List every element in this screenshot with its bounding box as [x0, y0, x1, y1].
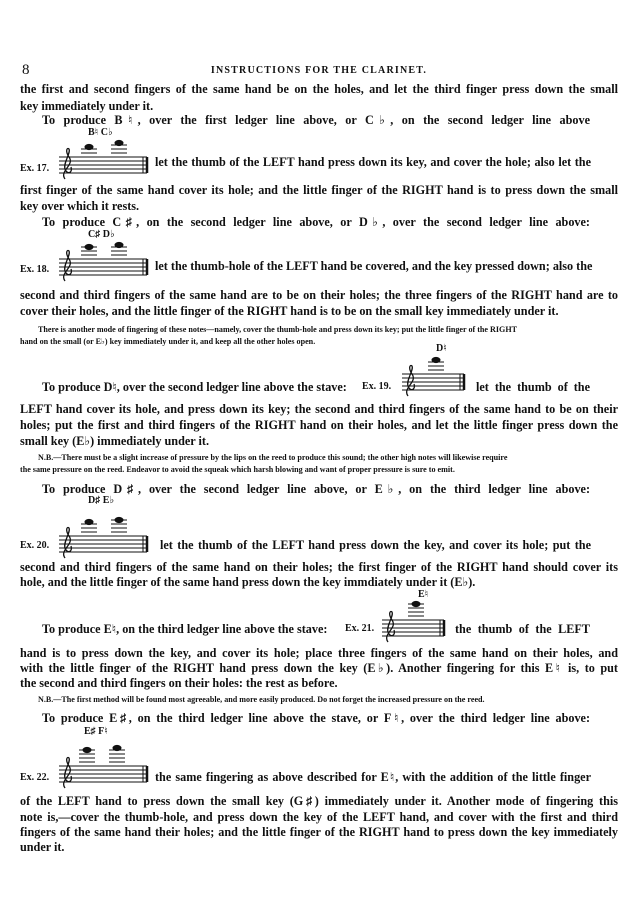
- example-label: Ex. 21.: [345, 623, 375, 634]
- text-line: the second and third fingers on their holes: the rest as before.: [20, 676, 338, 690]
- example-note-names: B♮ C♭: [88, 127, 113, 138]
- text-line: fingers of the same hand their holes; and the little finger of the RIGHT hand to press down the key immediately: [20, 825, 618, 839]
- text-line: second and third fingers of the same hand on their holes; the first finger of the RIGHT hand should cover its: [20, 560, 618, 574]
- text-line: LEFT hand cover its hole, and press down its key; the second and third fingers of the same hand to be on their: [20, 402, 618, 416]
- music-staff-example-19: [398, 352, 470, 400]
- text-line: key immediately under it.: [20, 99, 154, 113]
- running-title: INSTRUCTIONS FOR THE CLARINET.: [210, 65, 428, 76]
- text-line: the first and second fingers of the same hand be on the holes, and let the third finger press down the small: [20, 82, 618, 96]
- example-label: Ex. 18.: [20, 264, 50, 275]
- text-line: let the thumb-hole of the LEFT hand be covered, and the key pressed down; also the: [155, 259, 593, 273]
- text-line: note is,—cover the thumb-hole, and press down the key of the LEFT hand, and cover with the first and third: [20, 810, 618, 824]
- example-label: Ex. 20.: [20, 540, 50, 551]
- page-number: 8: [22, 62, 30, 78]
- text-line: To produce C♯, on the second ledger line above, or D♭, over the second ledger line above:: [42, 215, 590, 229]
- text-line: key over which it rests.: [20, 199, 140, 213]
- footnote-line: N.B.—The first method will be found most agreeable, and more easily produced. Do not forget the increased pressure on the reed.: [38, 695, 485, 704]
- example-note-names: E♯ F♮: [84, 726, 108, 737]
- text-line: To produce E♮, on the third ledger line above the stave:: [42, 622, 328, 636]
- example-label: Ex. 19.: [362, 381, 392, 392]
- text-line: let the thumb of the LEFT hand press down its key, and cover the hole; also let the: [155, 155, 591, 169]
- text-line: hand is to press down the key, and cover its hole; place three fingers of the same hand on their holes, and: [20, 646, 618, 660]
- example-note-names: C♯ D♭: [88, 229, 115, 240]
- text-line: of the LEFT hand to press down the small key (G♯) immediately under it. Another mode of fingering this: [20, 794, 618, 808]
- text-line: let the thumb of the LEFT hand press down the key, and cover its hole; put the: [160, 538, 591, 552]
- page-header: [20, 62, 618, 78]
- music-staff-example-22: [55, 740, 155, 792]
- footnote-line: There is another mode of fingering of these notes—namely, cover the thumb-hole and press down its key; put the little finger of the RIGHT: [38, 325, 518, 334]
- text-line: let the thumb of the: [476, 380, 590, 394]
- text-line: second and third fingers of the same hand are to be on their holes; the three fingers of the RIGHT hand are to: [20, 288, 618, 302]
- music-staff-example-20: [55, 510, 155, 562]
- example-note-names: D♯ E♭: [88, 495, 115, 506]
- example-label: Ex. 22.: [20, 772, 50, 783]
- example-label: Ex. 17.: [20, 163, 50, 174]
- music-staff-example-21: [378, 598, 450, 646]
- text-line: the same fingering as above described for E♮, with the addition of the little finger: [155, 770, 591, 784]
- text-line: with the little finger of the RIGHT hand press down the key (E♭). Another fingering for this E♮ is, to put: [20, 661, 618, 675]
- text-line: hole, and the little finger of the same hand press down the key immdiately under it (E♭).: [20, 575, 476, 589]
- text-line: under it.: [20, 840, 65, 854]
- music-staff-example-17: [55, 135, 155, 183]
- text-line: To produce D♯, over the second ledger line above, or E♭, on the third ledger line above:: [42, 482, 590, 496]
- text-line: small key (E♭) immediately under it.: [20, 434, 210, 448]
- footnote-line: hand on the small (or E♭) key immediately under it, and keep all the other holes open.: [20, 337, 316, 346]
- text-line: the thumb of the LEFT: [455, 622, 590, 636]
- text-line: To produce E♯, on the third ledger line above the stave, or F♮, over the third ledger line above:: [42, 711, 590, 725]
- example-note-names: E♮: [418, 589, 429, 600]
- footnote-line: the same pressure on the reed. Endeavor to avoid the squeak which harsh blowing and want of proper pressure is sure to emit.: [20, 465, 455, 474]
- text-line: first finger of the same hand cover its hole; and the little finger of the RIGHT hand is to press down the small: [20, 183, 618, 197]
- text-line: holes; put the first and third fingers of the RIGHT hand on their holes, and let the little finger press down the: [20, 418, 618, 432]
- footnote-line: N.B.—There must be a slight increase of pressure by the lips on the reed to produce this sound; the other high notes will likewise require: [38, 453, 508, 462]
- text-line: To produce B♮, over the first ledger line above, or C♭, on the second ledger line above: [42, 113, 590, 127]
- example-note-names: D♮: [436, 343, 447, 354]
- text-line: cover their holes, and the little finger of the RIGHT hand is to be on the small key immediately under it.: [20, 304, 559, 318]
- music-staff-example-18: [55, 237, 155, 285]
- text-line: To produce D♮, over the second ledger line above the stave:: [42, 380, 347, 394]
